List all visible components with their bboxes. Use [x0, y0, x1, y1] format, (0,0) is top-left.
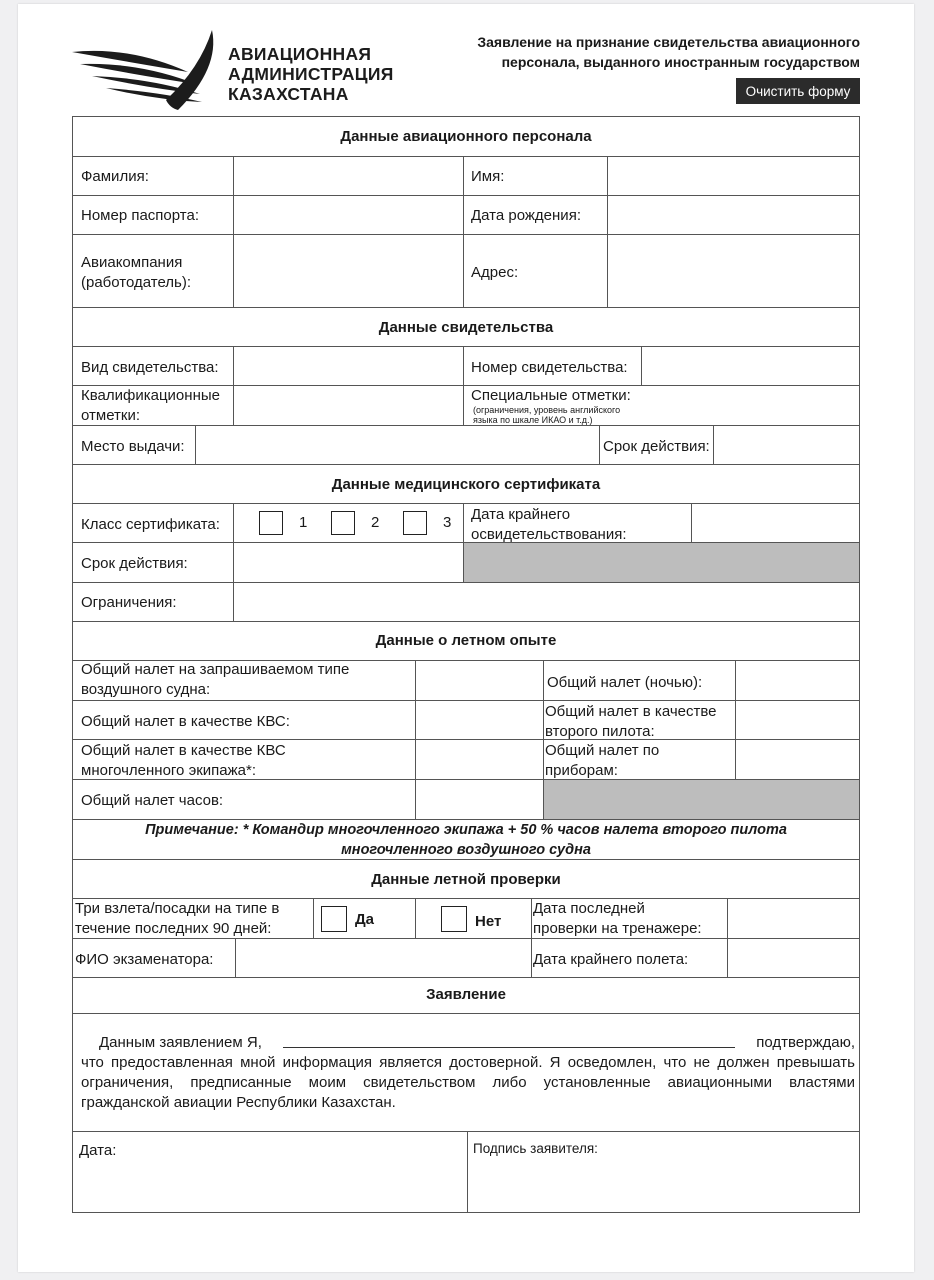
- section-license-header: Данные свидетельства: [378, 319, 554, 336]
- last-exam-label: Дата крайнего освидетельствования:: [471, 506, 627, 543]
- dob-field[interactable]: [609, 197, 857, 233]
- license-type-label: Вид свидетельства:: [81, 359, 219, 376]
- examiner-label: ФИО экзаменатора:: [75, 951, 214, 968]
- document-title: Заявление на признание свидетельства авиационного персонала, выданного иностранным государством: [477, 34, 860, 70]
- last-exam-field[interactable]: [693, 505, 857, 541]
- class-3-checkbox[interactable]: [403, 511, 427, 535]
- landings-yes-label: Да: [355, 911, 375, 928]
- applicant-name-field[interactable]: [283, 1033, 735, 1048]
- landings-label: Три взлета/посадки на типе в течение последних 90 дней:: [75, 900, 280, 937]
- class-2-label: 2: [371, 514, 380, 531]
- section-check-header: Данные летной проверки: [371, 871, 561, 888]
- instrument-field[interactable]: [737, 741, 857, 778]
- section-personnel-header: Данные авиационного персонала: [340, 128, 592, 145]
- medical-validity-label: Срок действия:: [81, 555, 188, 572]
- landings-no-label: Нет: [475, 913, 502, 930]
- surname-field[interactable]: [235, 158, 461, 194]
- issue-place-field[interactable]: [197, 427, 597, 463]
- landings-yes-checkbox[interactable]: [321, 906, 347, 932]
- logo-text: АВИАЦИОННАЯ АДМИНИСТРАЦИЯ КАЗАХСТАНА: [228, 44, 394, 104]
- clear-form-button[interactable]: Очистить форму: [736, 78, 860, 104]
- class-1-checkbox[interactable]: [259, 511, 283, 535]
- license-number-label: Номер свидетельства:: [471, 359, 628, 376]
- last-flight-field[interactable]: [729, 940, 857, 976]
- total-hours-label: Общий налет часов:: [81, 792, 224, 809]
- examiner-field[interactable]: [237, 940, 529, 976]
- special-marks-label: Специальные отметки:: [471, 387, 631, 404]
- section-flight-header: Данные о летном опыте: [375, 632, 557, 649]
- qualification-field[interactable]: [235, 387, 461, 424]
- multi-crew-label: Общий налет в качестве КВС многочленного экипажа*:: [81, 742, 286, 779]
- airline-label: Авиакомпания (работодатель):: [81, 254, 192, 291]
- flight-note: Примечание: * Командир многочленного экипажа + 50 % часов налета второго пилота многочленного воздушного судна: [145, 822, 787, 858]
- address-label: Адрес:: [471, 264, 519, 281]
- type-total-field[interactable]: [417, 662, 541, 698]
- instrument-label: Общий налет по приборам:: [545, 742, 660, 779]
- wing-logo-icon: [70, 28, 220, 112]
- total-hours-field[interactable]: [417, 781, 541, 818]
- pic-field[interactable]: [417, 702, 541, 738]
- date-label: Дата:: [79, 1142, 117, 1159]
- copilot-label: Общий налет в качестве второго пилота:: [545, 703, 717, 740]
- surname-label: Фамилия:: [81, 168, 149, 185]
- night-field[interactable]: [737, 662, 857, 698]
- signature-field[interactable]: [469, 1133, 857, 1211]
- address-field[interactable]: [609, 236, 857, 306]
- class-3-label: 3: [443, 514, 452, 531]
- date-field[interactable]: [73, 1133, 465, 1211]
- last-flight-label: Дата крайнего полета:: [533, 951, 689, 968]
- airline-field[interactable]: [235, 236, 461, 306]
- application-form: [72, 116, 860, 1213]
- name-field[interactable]: [609, 158, 857, 194]
- limitations-label: Ограничения:: [81, 594, 177, 611]
- medical-class-label: Класс сертификата:: [81, 516, 220, 533]
- disabled-cell: [464, 543, 859, 582]
- pic-label: Общий налет в качестве КВС:: [81, 713, 290, 730]
- dob-label: Дата рождения:: [471, 207, 581, 224]
- license-validity-label: Срок действия:: [603, 438, 710, 455]
- license-number-field[interactable]: [643, 348, 857, 384]
- special-marks-field[interactable]: [643, 387, 857, 424]
- simulator-check-label: Дата последней проверки на тренажере:: [533, 900, 702, 937]
- night-label: Общий налет (ночью):: [547, 674, 703, 691]
- class-1-label: 1: [299, 514, 308, 531]
- disabled-cell: [544, 780, 859, 819]
- copilot-field[interactable]: [737, 702, 857, 738]
- type-total-label: Общий налет на запрашиваемом типе воздушного судна:: [81, 661, 350, 698]
- name-label: Имя:: [471, 168, 505, 185]
- license-validity-field[interactable]: [715, 427, 857, 463]
- signature-label: Подпись заявителя:: [473, 1141, 598, 1156]
- special-marks-note: (ограничения, уровень английского языка по шкале ИКАО и т.д.): [473, 405, 621, 425]
- passport-label: Номер паспорта:: [81, 207, 199, 224]
- qualification-label: Квалификационные отметки:: [81, 387, 220, 424]
- simulator-check-field[interactable]: [729, 900, 857, 937]
- class-2-checkbox[interactable]: [331, 511, 355, 535]
- license-type-field[interactable]: [235, 348, 461, 384]
- multi-crew-field[interactable]: [417, 741, 541, 778]
- passport-field[interactable]: [235, 197, 461, 233]
- section-statement-header: Заявление: [426, 986, 506, 1003]
- limitations-field[interactable]: [235, 584, 857, 620]
- issue-place-label: Место выдачи:: [81, 438, 185, 455]
- medical-validity-field[interactable]: [235, 544, 461, 580]
- section-medical-header: Данные медицинского сертификата: [331, 476, 601, 493]
- statement-text: Данным заявлением Я, подтверждаю, что предоставленная мной информация является достоверной. Я осведомлен, что не должен превышать ограничения, предписанные моим свидетельством либо установленные авиационными властями гражданской авиации Республики Казахстан.: [81, 1034, 855, 1111]
- landings-no-checkbox[interactable]: [441, 906, 467, 932]
